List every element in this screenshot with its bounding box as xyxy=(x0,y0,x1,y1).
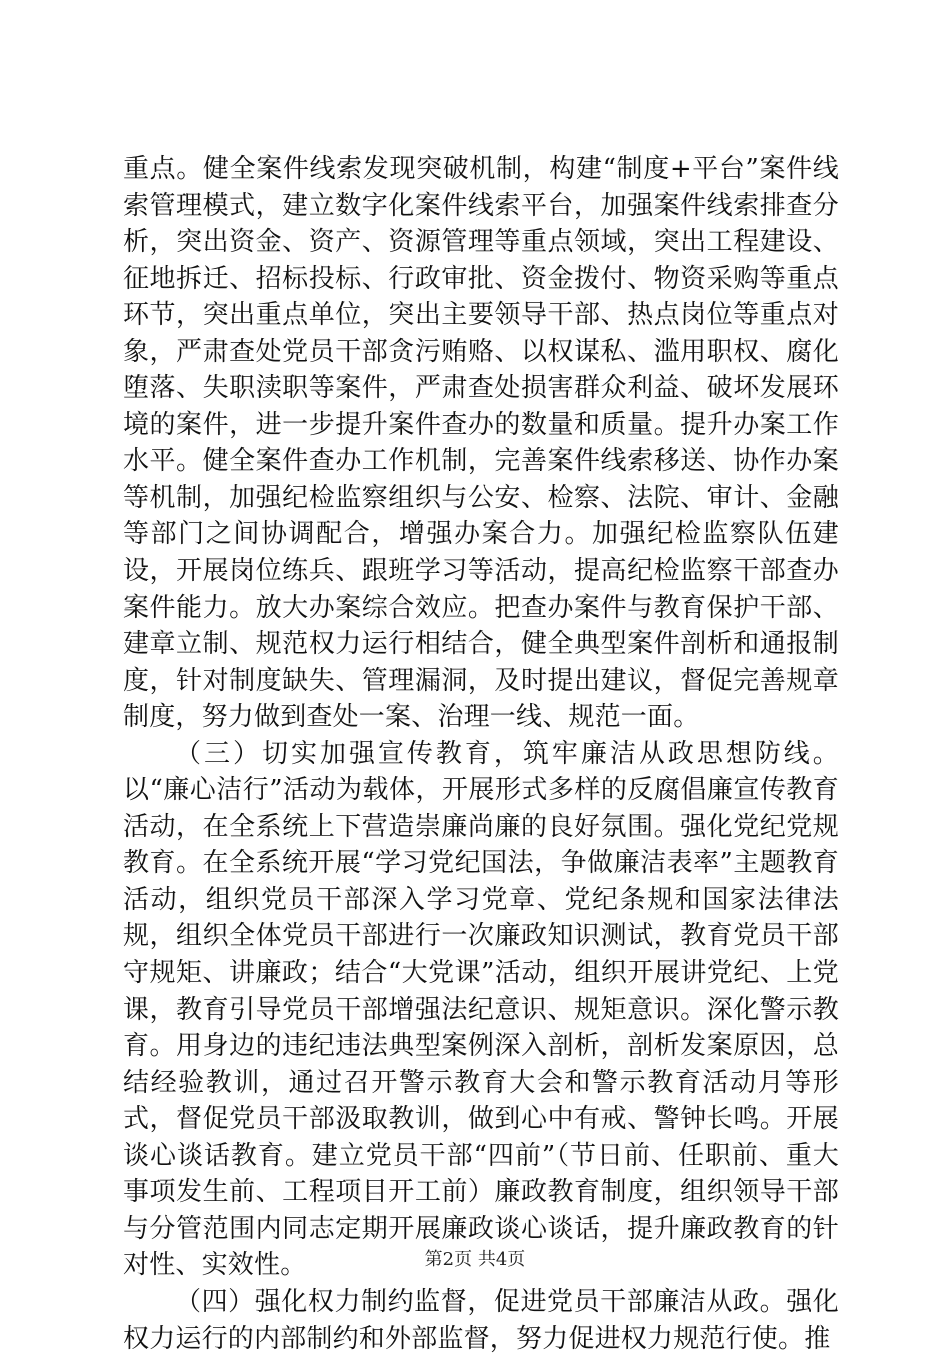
document-body xyxy=(123,151,839,1357)
paragraph-section-four: （四）强化权力制约监督，促进党员干部廉洁从政。强化权力运行的内部制约和外部监督，努力促进权力规范行使。推 xyxy=(123,1286,839,1354)
paragraph-section-three: （三）切实加强宣传教育，筑牢廉洁从政思想防线。以“廉心洁行”活动为载体，开展形式多样的反腐倡廉宣传教育活动，在全系统上下营造崇廉尚廉的良好氛围。强化党纪党规教育。在全系统开展“学习党纪国法，争做廉洁表率”主题教育活动，组织党员干部深入学习党章、党纪条规和国家法律法规，组织全体党员干部进行一次廉政知识测试，教育党员干部守规矩、讲廉政；结合“大党课”活动，组织开展讲党纪、上党课，教育引导党员干部增强法纪意识、规矩意识。深化警示教育。用身边的违纪违法典型案例深入剖析，剖析发案原因，总结经验教训，通过召开警示教育大会和警示教育活动月等形式，督促党员干部汲取教训，做到心中有戒、警钟长鸣。开展谈心谈话教育。建立党员干部“四前”（节日前、任职前、重大事项发生前、工程项目开工前）廉政教育制度，组织领导干部与分管范围内同志定期开展廉政谈心谈话，提升廉政教育的针对性、实效性。 xyxy=(123,738,839,1281)
paragraph-continuation: 重点。健全案件线索发现突破机制，构建“制度+平台”案件线索管理模式，建立数字化案件线索平台，加强案件线索排查分析，突出资金、资产、资源管理等重点领域，突出工程建设、征地拆迁、招标投标、行政审批、资金拨付、物资采购等重点环节，突出重点单位，突出主要领导干部、热点岗位等重点对象，严肃查处党员干部贪污贿赂、以权谋私、滥用职权、腐化堕落、失职渎职等案件，严肃查处损害群众利益、破坏发展环境的案件，进一步提升案件查办的数量和质量。提升办案工作水平。健全案件查办工作机制，完善案件线索移送、协作办案等机制，加强纪检监察组织与公安、检察、法院、审计、金融等部门之间协调配合，增强办案合力。加强纪检监察队伍建设，开展岗位练兵、跟班学习等活动，提高纪检监察干部查办案件能力。放大办案综合效应。把查办案件与教育保护干部、建章立制、规范权力运行相结合，健全典型案件剖析和通报制度，针对制度缺失、管理漏洞，及时提出建议，督促完善规章制度，努力做到查处一案、治理一线、规范一面。 xyxy=(123,154,839,733)
page-footer: 第2页 共4页 xyxy=(424,1249,526,1270)
